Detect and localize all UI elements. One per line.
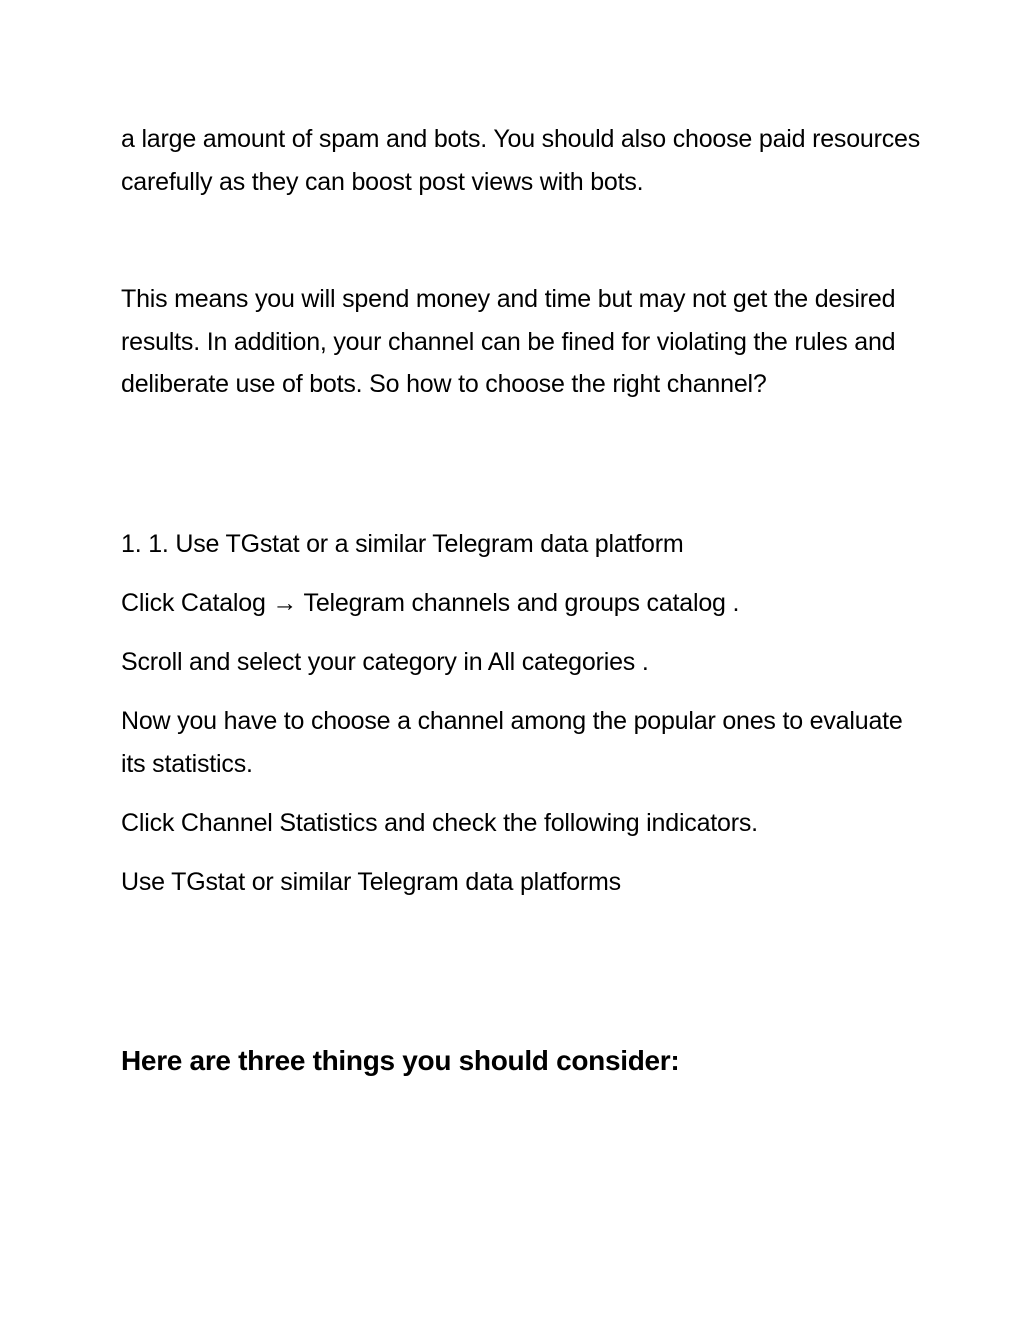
section-heading: Here are three things you should consider: <box>121 1045 680 1076</box>
step-heading: 1. 1. Use TGstat or a similar Telegram data platform <box>121 530 684 558</box>
step-line: Click Catalog → Telegram channels and groups catalog . <box>121 589 740 617</box>
step-line: Use TGstat or similar Telegram data platforms <box>121 868 621 896</box>
intro-paragraph: a large amount of spam and bots. You should also choose paid resources carefully as they can boost post views with bots. <box>121 125 921 196</box>
second-paragraph: This means you will spend money and time but may not get the desired results. In addition, your channel can be fined for violating the rules and deliberate use of bots. So how to choose the right channel? <box>121 285 896 398</box>
step-line: Now you have to choose a channel among the popular ones to evaluate its statistics. <box>121 707 903 778</box>
step-line: Click Channel Statistics and check the following indicators. <box>121 809 758 837</box>
step-line: Scroll and select your category in All categories . <box>121 648 649 676</box>
